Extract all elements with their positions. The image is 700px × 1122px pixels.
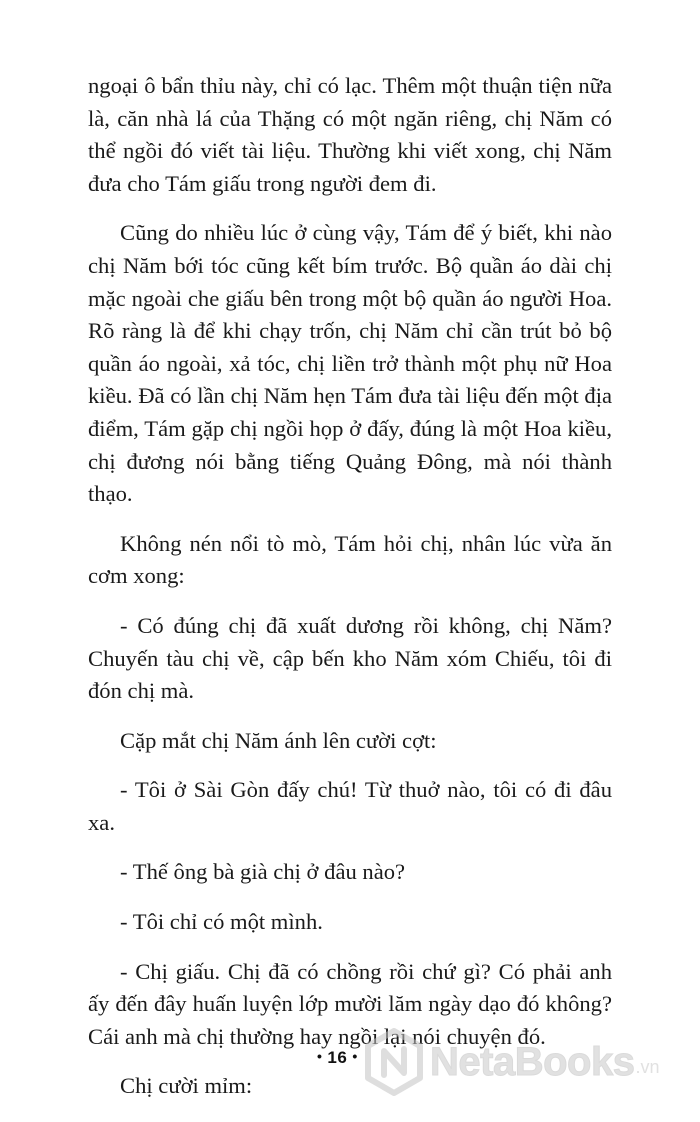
page-number [312, 1048, 363, 1068]
watermark [362, 1024, 659, 1100]
watermark-suffix: .vn [635, 1057, 660, 1077]
netabooks-logo-icon [362, 1027, 426, 1097]
paragraph-8: - Tôi chỉ có một mình. [120, 909, 323, 935]
paragraph-7: - Thế ông bà già chị ở đâu nào? [120, 859, 406, 885]
paragraph-2: Cũng do nhiều lúc ở cùng vậy, Tám để ý biết, khi nào chị Năm bới tóc cũng kết bím trước. Bộ quần áo dài chị mặc ngoài che giấu bên trong một bộ quần áo người Hoa. Rõ ràng là để khi chạy trốn, chị Năm chỉ cần trút bỏ bộ quần áo ngoài, xả tóc, chị liền trở thành một phụ nữ Hoa kiều. Đã có lần chị Năm hẹn Tám đưa tài liệu đến một địa điểm, Tám gặp chị ngồi họp ở đấy, đúng là một Hoa kiều, chị đương nói bằng tiếng Quảng Đông, mà nói thành thạo. [88, 220, 612, 507]
page-number-dot-right: • [352, 1048, 358, 1064]
paragraph-6: - Tôi ở Sài Gòn đấy chú! Từ thuở nào, tôi có đi đâu xa. [88, 777, 612, 835]
paragraph-1: ngoại ô bẩn thỉu này, chỉ có lạc. Thêm một thuận tiện nữa là, căn nhà lá của Thặng có một ngăn riêng, chị Năm có thể ngồi đó viết tài liệu. Thường khi viết xong, chị Năm đưa cho Tám giấu trong người đem đi. [88, 73, 612, 196]
page-number-dot-left: • [317, 1048, 323, 1064]
paragraph-3: Không nén nổi tò mò, Tám hỏi chị, nhân lúc vừa ăn cơm xong: [88, 530, 612, 589]
watermark-brand: NetaBooks [430, 1039, 635, 1084]
paragraph-10: Chị cười mỉm: [120, 1073, 253, 1099]
page-number-value: 16 [327, 1048, 348, 1067]
paragraph-5: Cặp mắt chị Năm ánh lên cười cợt: [120, 727, 437, 753]
page-body [88, 70, 612, 1103]
paragraph-4: - Có đúng chị đã xuất dương rồi không, chị Năm? Chuyến tàu chị về, cập bến kho Năm xóm Chiếu, tôi đi đón chị mà. [88, 612, 612, 704]
paragraph-9: - Chị giấu. Chị đã có chồng rồi chứ gì? Có phải anh ấy đến đây huấn luyện lớp mười lăm ngày dạo đó không? Cái anh mà chị thường hay ngồi lại nói chuyện đó. [88, 958, 612, 1049]
